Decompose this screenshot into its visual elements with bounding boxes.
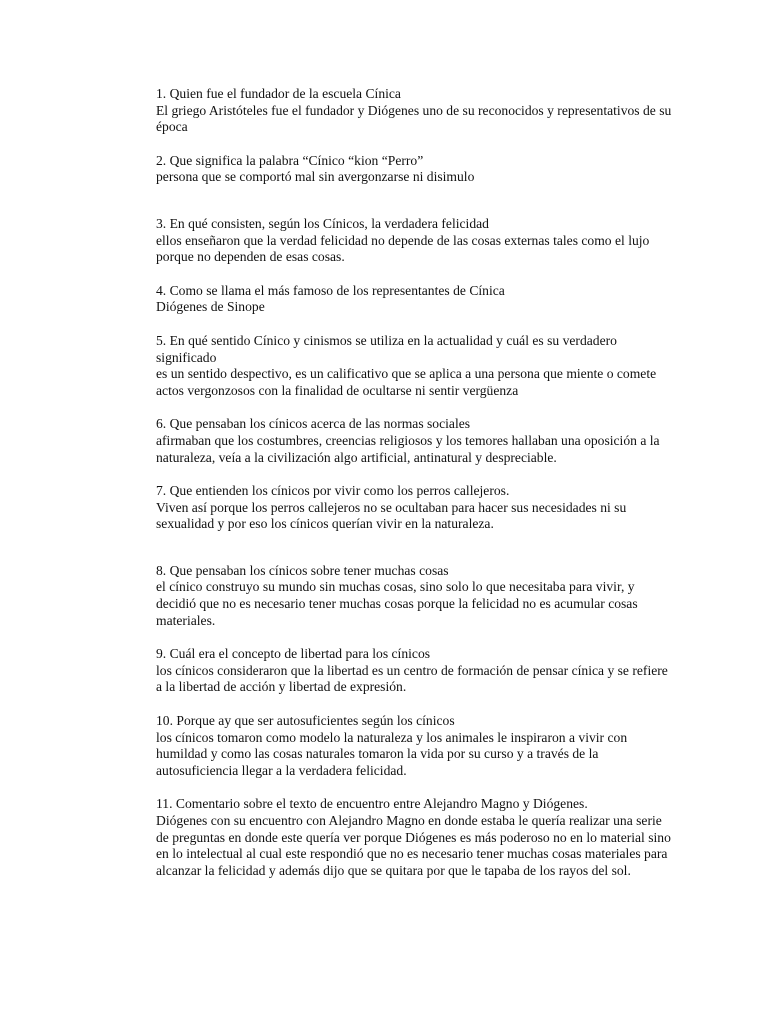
answer-text: ellos enseñaron que la verdad felicidad no depende de las cosas externas tales como el lujo porque no dependen de esas cosas. <box>156 232 650 265</box>
spacer <box>156 696 676 713</box>
question-text: 8. Que pensaban los cínicos sobre tener muchas cosas <box>156 562 449 578</box>
answer-text: los cínicos consideraron que la libertad es un centro de formación de pensar cínica y se refiere a la libertad de acción y libertad de expresión. <box>156 662 668 695</box>
question-text: 9. Cuál era el concepto de libertad para los cínicos <box>156 646 431 662</box>
answer-text: persona que se comportó mal sin avergonzarse ni disimulo <box>156 169 475 185</box>
qa-item-2 <box>156 153 676 186</box>
qa-item-6 <box>156 416 676 466</box>
answer-text: afirmaban que los costumbres, creencias religiosos y los temores hallaban una oposición a la naturaleza, veía a la civilización algo artificial, antinatural y despreciable. <box>156 432 660 465</box>
answer-text: El griego Aristóteles fue el fundador y Diógenes uno de su reconocidos y representativos de su época <box>156 102 672 135</box>
question-text: 10. Porque ay que ser autosuficientes según los cínicos <box>156 713 455 729</box>
qa-item-1 <box>156 86 676 136</box>
answer-text: Viven así porque los perros callejeros no se ocultaban para hacer sus necesidades ni su sexualidad y por eso los cínicos querían vivir en la naturaleza. <box>156 499 627 532</box>
answer-text: Diógenes de Sinope <box>156 299 265 315</box>
question-text: 1. Quien fue el fundador de la escuela Cínica <box>156 86 401 101</box>
answer-text: Diógenes con su encuentro con Alejandro Magno en donde estaba le quería realizar una serie de preguntas en donde este quería ver porque Diógenes es más poderoso no en lo material sino en lo intelectual al cual este respondió que no es necesario tener muchas cosas materiales para alcanzar la felicidad y además dijo que se quitara por que le tapaba de los rayos del sol. <box>156 813 671 878</box>
question-text: 5. En qué sentido Cínico y cinismos se utiliza en la actualidad y cuál es su verdadero significado <box>156 332 617 365</box>
spacer <box>156 186 676 216</box>
spacer <box>156 629 676 646</box>
qa-item-4 <box>156 283 676 316</box>
spacer <box>156 399 676 416</box>
qa-item-11 <box>156 796 676 879</box>
qa-item-8 <box>156 563 676 629</box>
qa-item-3 <box>156 216 676 266</box>
question-text: 4. Como se llama el más famoso de los representantes de Cínica <box>156 282 505 298</box>
spacer <box>156 533 676 563</box>
qa-item-9 <box>156 646 676 696</box>
qa-item-5 <box>156 333 676 399</box>
qa-item-10 <box>156 713 676 779</box>
spacer <box>156 316 676 333</box>
question-text: 11. Comentario sobre el texto de encuentro entre Alejandro Magno y Diógenes. <box>156 796 588 812</box>
spacer <box>156 466 676 483</box>
answer-text: es un sentido despectivo, es un calificativo que se aplica a una persona que miente o comete actos vergonzosos con la finalidad de ocultarse ni sentir vergüenza <box>156 366 657 398</box>
answer-text: el cínico construyo su mundo sin muchas cosas, sino solo lo que necesitaba para vivir, y decidió que no es necesario tener muchas cosas porque la felicidad no es acumular cosas materiales. <box>156 579 638 628</box>
spacer <box>156 136 676 153</box>
document-body <box>156 86 676 879</box>
question-text: 3. En qué consisten, según los Cínicos, la verdadera felicidad <box>156 215 489 231</box>
question-text: 7. Que entienden los cínicos por vivir como los perros callejeros. <box>156 483 510 499</box>
question-text: 6. Que pensaban los cínicos acerca de las normas sociales <box>156 416 471 432</box>
answer-text: los cínicos tomaron como modelo la naturaleza y los animales le inspiraron a vivir con humildad y como las cosas naturales tomaron la vida por su curso y a través de la autosuficiencia llegar a la verdadera felicidad. <box>156 729 628 778</box>
spacer <box>156 779 676 796</box>
question-text: 2. Que significa la palabra “Cínico “kion “Perro” <box>156 152 424 168</box>
qa-item-7 <box>156 483 676 533</box>
spacer <box>156 266 676 283</box>
